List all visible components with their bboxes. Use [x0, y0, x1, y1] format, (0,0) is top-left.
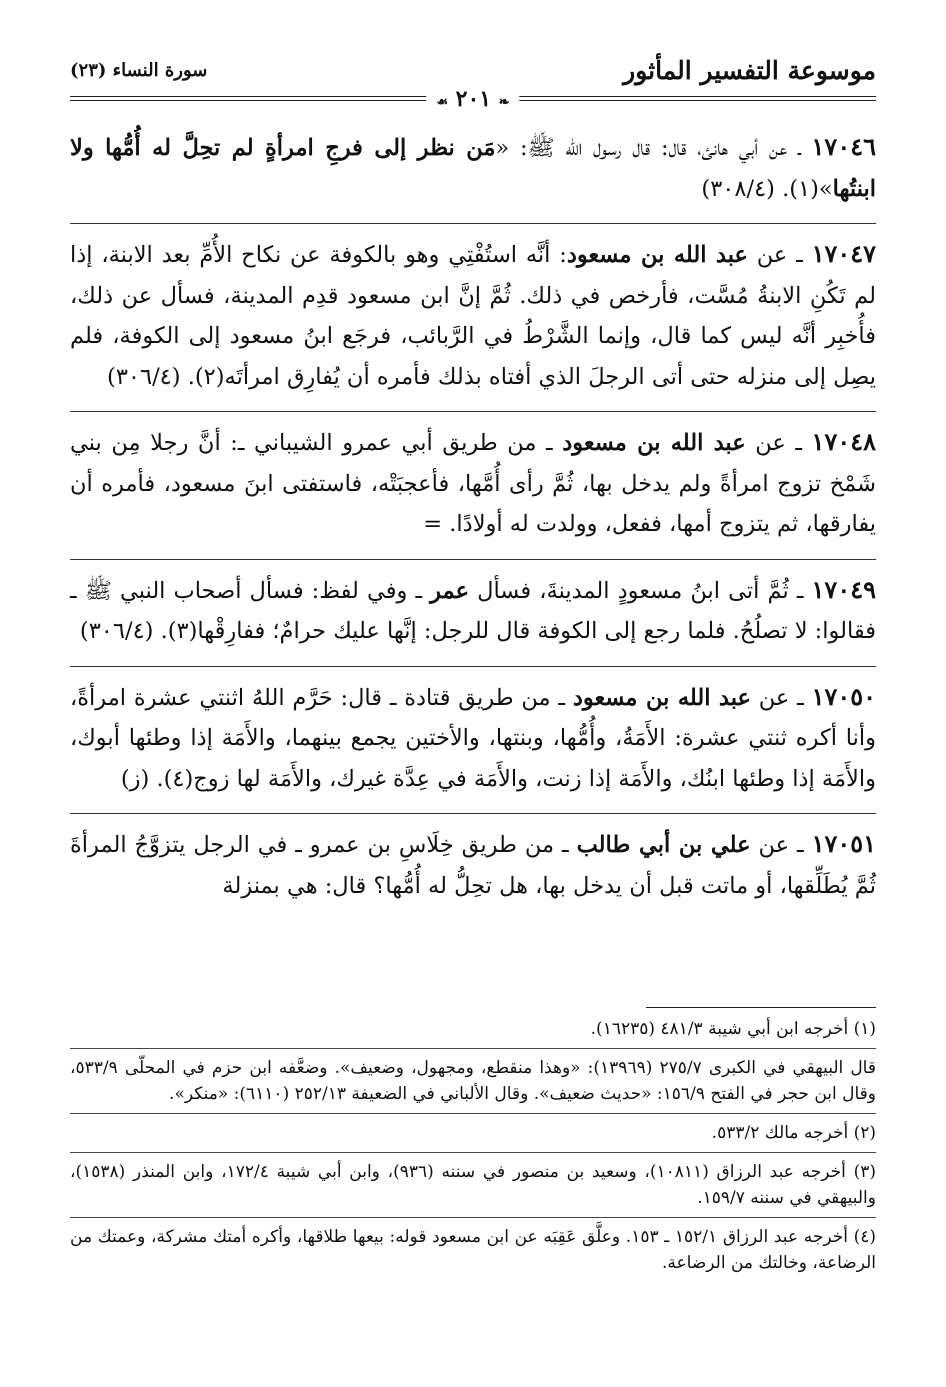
entry-divider [70, 411, 876, 412]
entry-divider [70, 666, 876, 667]
entry-17049: ١٧٠٤٩ ـ ثُمَّ أتى ابنُ مسعودٍ المدينةَ، فسأل عمر ـ وفي لفظ: فسأل أصحاب النبي ﷺ ـ فقالوا: لا تصلُحُ. فلما رجع إلى الكوفة قال للرجل: إنَّها عليك حرامٌ؛ ففارِقْها(٣). (٤/‏٣٠٦) [70, 574, 876, 644]
footnote-rule [70, 1048, 876, 1049]
footnote-2: (٢) أخرجه مالك ٢/‏٥٣٣. [711, 1123, 876, 1143]
entry-17050: ١٧٠٥٠ ـ عن عبد الله بن مسعود ـ من طريق قتادة ـ قال: حَرَّم اللهُ اثنتي عشرة امرأةً، وأنا أكره ثنتي عشرة: الأَمَةُ، وأُمُّها، وبنتها، والأختين يجمع بينهما، والأَمَة إذا وطئها أبوك، والأَمَة إذا وطئها ابنُك، والأَمَة إذا زنت، والأَمَة في عِدَّة غيرك، والأَمَة لها زوج(٤). (ز) [70, 681, 877, 792]
entry-divider [70, 813, 876, 814]
entry-17046: ١٧٠٤٦ ـ عن أبي هانئ، قال: قال رسول الله ﷺ: «مَن نظر إلى فرجِ امرأةٍ لم تحِلَّ له أُمُّها ولا ابنتُها»(١). (٤/‏٣٠٨) [70, 132, 876, 202]
entry-17051: ١٧٠٥١ ـ عن علي بن أبي طالب ـ من طريق خِلَاسِ بن عمرو ـ في الرجل يتزوَّجُ المرأةَ ثُمَّ يُطَلِّقها، أو ماتت قبل أن يدخل بها، هل تحِلُّ له أُمُّها؟ قال: هي بمنزلة [70, 829, 877, 899]
entry-divider [70, 559, 876, 560]
footnote-3: (٣) أخرجه عبد الرزاق (١٠٨١١)، وسعيد بن منصور في سننه (٩٣٦)، وابن أبي شيبة ٤/‏١٧٢، وابن المنذر (١٥٣٨)، والبيهقي في سننه ٧/‏١٥٩. [70, 1162, 876, 1208]
footnote-rule [70, 1152, 876, 1153]
entry-divider [70, 223, 876, 224]
footnote-4: (٤) أخرجه عبد الرزاق ١/‏١٥٢ ـ ١٥٣. وعلَّق عَقِبَه عن ابن مسعود قوله: بيعها طلاقها، وأكره أمتك مشركة، وعمتك من الرضاعة، وخالتك من الرضاعة. [70, 1227, 877, 1273]
entry-17047: ١٧٠٤٧ ـ عن عبد الله بن مسعود: أنَّه استُفْتِي وهو بالكوفة عن نكاح الأُمِّ بعد الابنة، إذا لم تَكُنِ الابنةُ مُسَّت، فأرخص في ذلك. ثُمَّ إنَّ ابن مسعود قدِم المدينة، فسأل عن ذلك، فأُخبِر أنَّه ليس كما قال، وإنما الشَّرْطُ في الرَّبائب، فرجَع ابنُ مسعود إلى الكوفة، فلم يصِل إلى منزله حتى أتى الرجلَ الذي أفتاه بذلك فأمره أن يُفارِق امرأتَه(٢). (٤/‏٣٠٦) [70, 239, 877, 390]
footnote-1: (١) أخرجه ابن أبي شيبة ٣/‏٤٨١ (١٦٢٣٥). [590, 1019, 876, 1039]
footnotes [70, 1013, 876, 1279]
main-text [70, 127, 876, 906]
page-number: ❧ ٢٠١ ☙ [426, 86, 519, 112]
footnote-separator [646, 1007, 876, 1008]
book-title: موسوعة التفسير المأثور [623, 56, 876, 85]
entry-17048: ١٧٠٤٨ ـ عن عبد الله بن مسعود ـ من طريق أبي عمرو الشيباني ـ: أنَّ رجلا مِن بني شَمْخ تزوج امرأةً ولم يدخل بها، ثُمَّ رأى أُمَّها، فأعجبَتْه، فاستفتى ابنَ مسعود، فأمره أن يفارقها، ثم يتزوج أمها، ففعل، وولدت له أولادًا. = [70, 427, 876, 537]
footnote-rule [70, 1113, 876, 1114]
footnote-1-note: قال البيهقي في الكبرى ٧/‏٢٧٥ (١٣٩٦٩): «وهذا منقطع، ومجهول، وضعيف». وضعَّفه ابن حزم في المحلّى ٩/‏٥٣٣، وقال ابن حجر في الفتح ٩/‏١٥٦: «حديث ضعيف». وقال الألباني في الضعيفة ١٣/‏٢٥٢ (٦١١٠): «منكر». [70, 1058, 876, 1104]
surah-label: سورة النساء (٢٣) [70, 60, 208, 81]
ornament-icon: ❧ [498, 95, 510, 110]
footnote-rule [70, 1217, 876, 1218]
ornament-icon: ☙ [436, 95, 448, 110]
